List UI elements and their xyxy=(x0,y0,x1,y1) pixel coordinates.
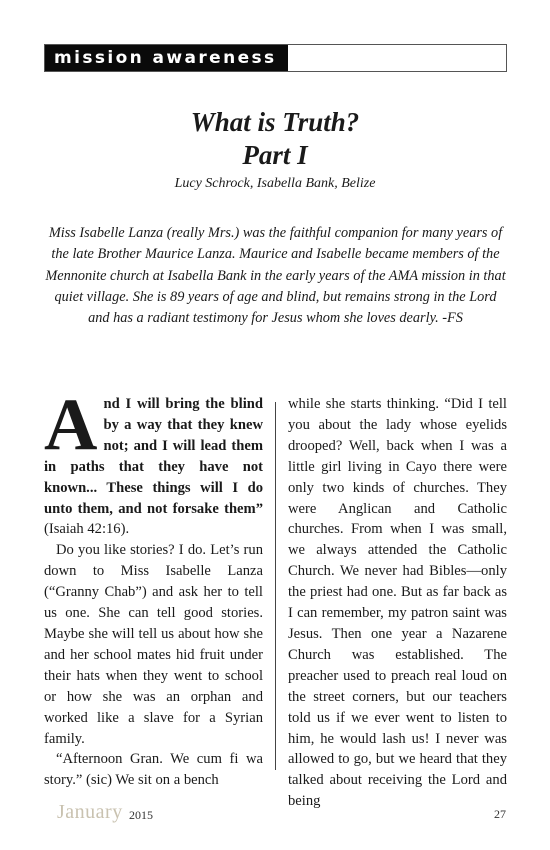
article-byline: Lucy Schrock, Isabella Bank, Belize xyxy=(174,176,376,191)
page-number: 27 xyxy=(494,807,506,821)
lead-paragraph xyxy=(44,384,263,540)
footer-year: 2015 xyxy=(129,808,153,822)
body-paragraph: while she starts thinking. “Did I tell you about the lady whose eyelids drooped? Well, back when I was a little girl living in Cayo there were only two kinds of churches. They were Anglican and Catholic churches. From when I was small, we always attended the Catholic Church. We never had Bibles—only the priest had one. But as far back as I can remember, my patron saint was Jesus. Then one year a Nazarene Church was established. The preacher used to preach real loud on the street corners, but our teachers told us if we ever went to listen to him, he would lash us! I never was allowed to go, but we heard that they talked about receiving the Lord and being xyxy=(288,396,507,810)
right-column xyxy=(288,394,507,812)
column-divider xyxy=(275,402,276,770)
body-paragraph: “Afternoon Gran. We cum fi wa story.” (sic) We sit on a bench xyxy=(44,751,263,789)
lead-scripture-quote: nd I will bring the blind by a way that they knew not; and I will lead them in paths that they have not known... These things will I do unto them, and not forsake them” xyxy=(44,396,263,517)
scripture-reference: (Isaiah 42:16). xyxy=(44,521,130,538)
footer-month: January xyxy=(57,801,123,823)
section-header-bar xyxy=(44,44,507,72)
section-label: mission awareness xyxy=(45,45,288,71)
article-title-line2: Part I xyxy=(242,140,308,170)
editor-intro: Miss Isabelle Lanza (really Mrs.) was the faithful companion for many years of the late Brother Maurice Lanza. Maurice and Isabelle became members of the Mennonite church at Isabella Bank in the early years of the AMA mission in that quiet village. She is 89 years of age and blind, but remains strong in the Lord and has a radiant testimony for Jesus whom she loves dearly. -FS xyxy=(45,225,506,327)
left-column xyxy=(44,384,263,791)
drop-cap: A xyxy=(44,384,98,466)
body-paragraph: Do you like stories? I do. Let’s run down to Miss Isabelle Lanza (“Granny Chab”) and ask her to tell us one. She can tell good stories. Maybe she will tell us about how she and her school mates hid fruit under their hats when they went to school or how she was an orphan and worked like a slave for a Syrian family. xyxy=(44,542,263,747)
article-title-line1: What is Truth? xyxy=(190,107,360,137)
